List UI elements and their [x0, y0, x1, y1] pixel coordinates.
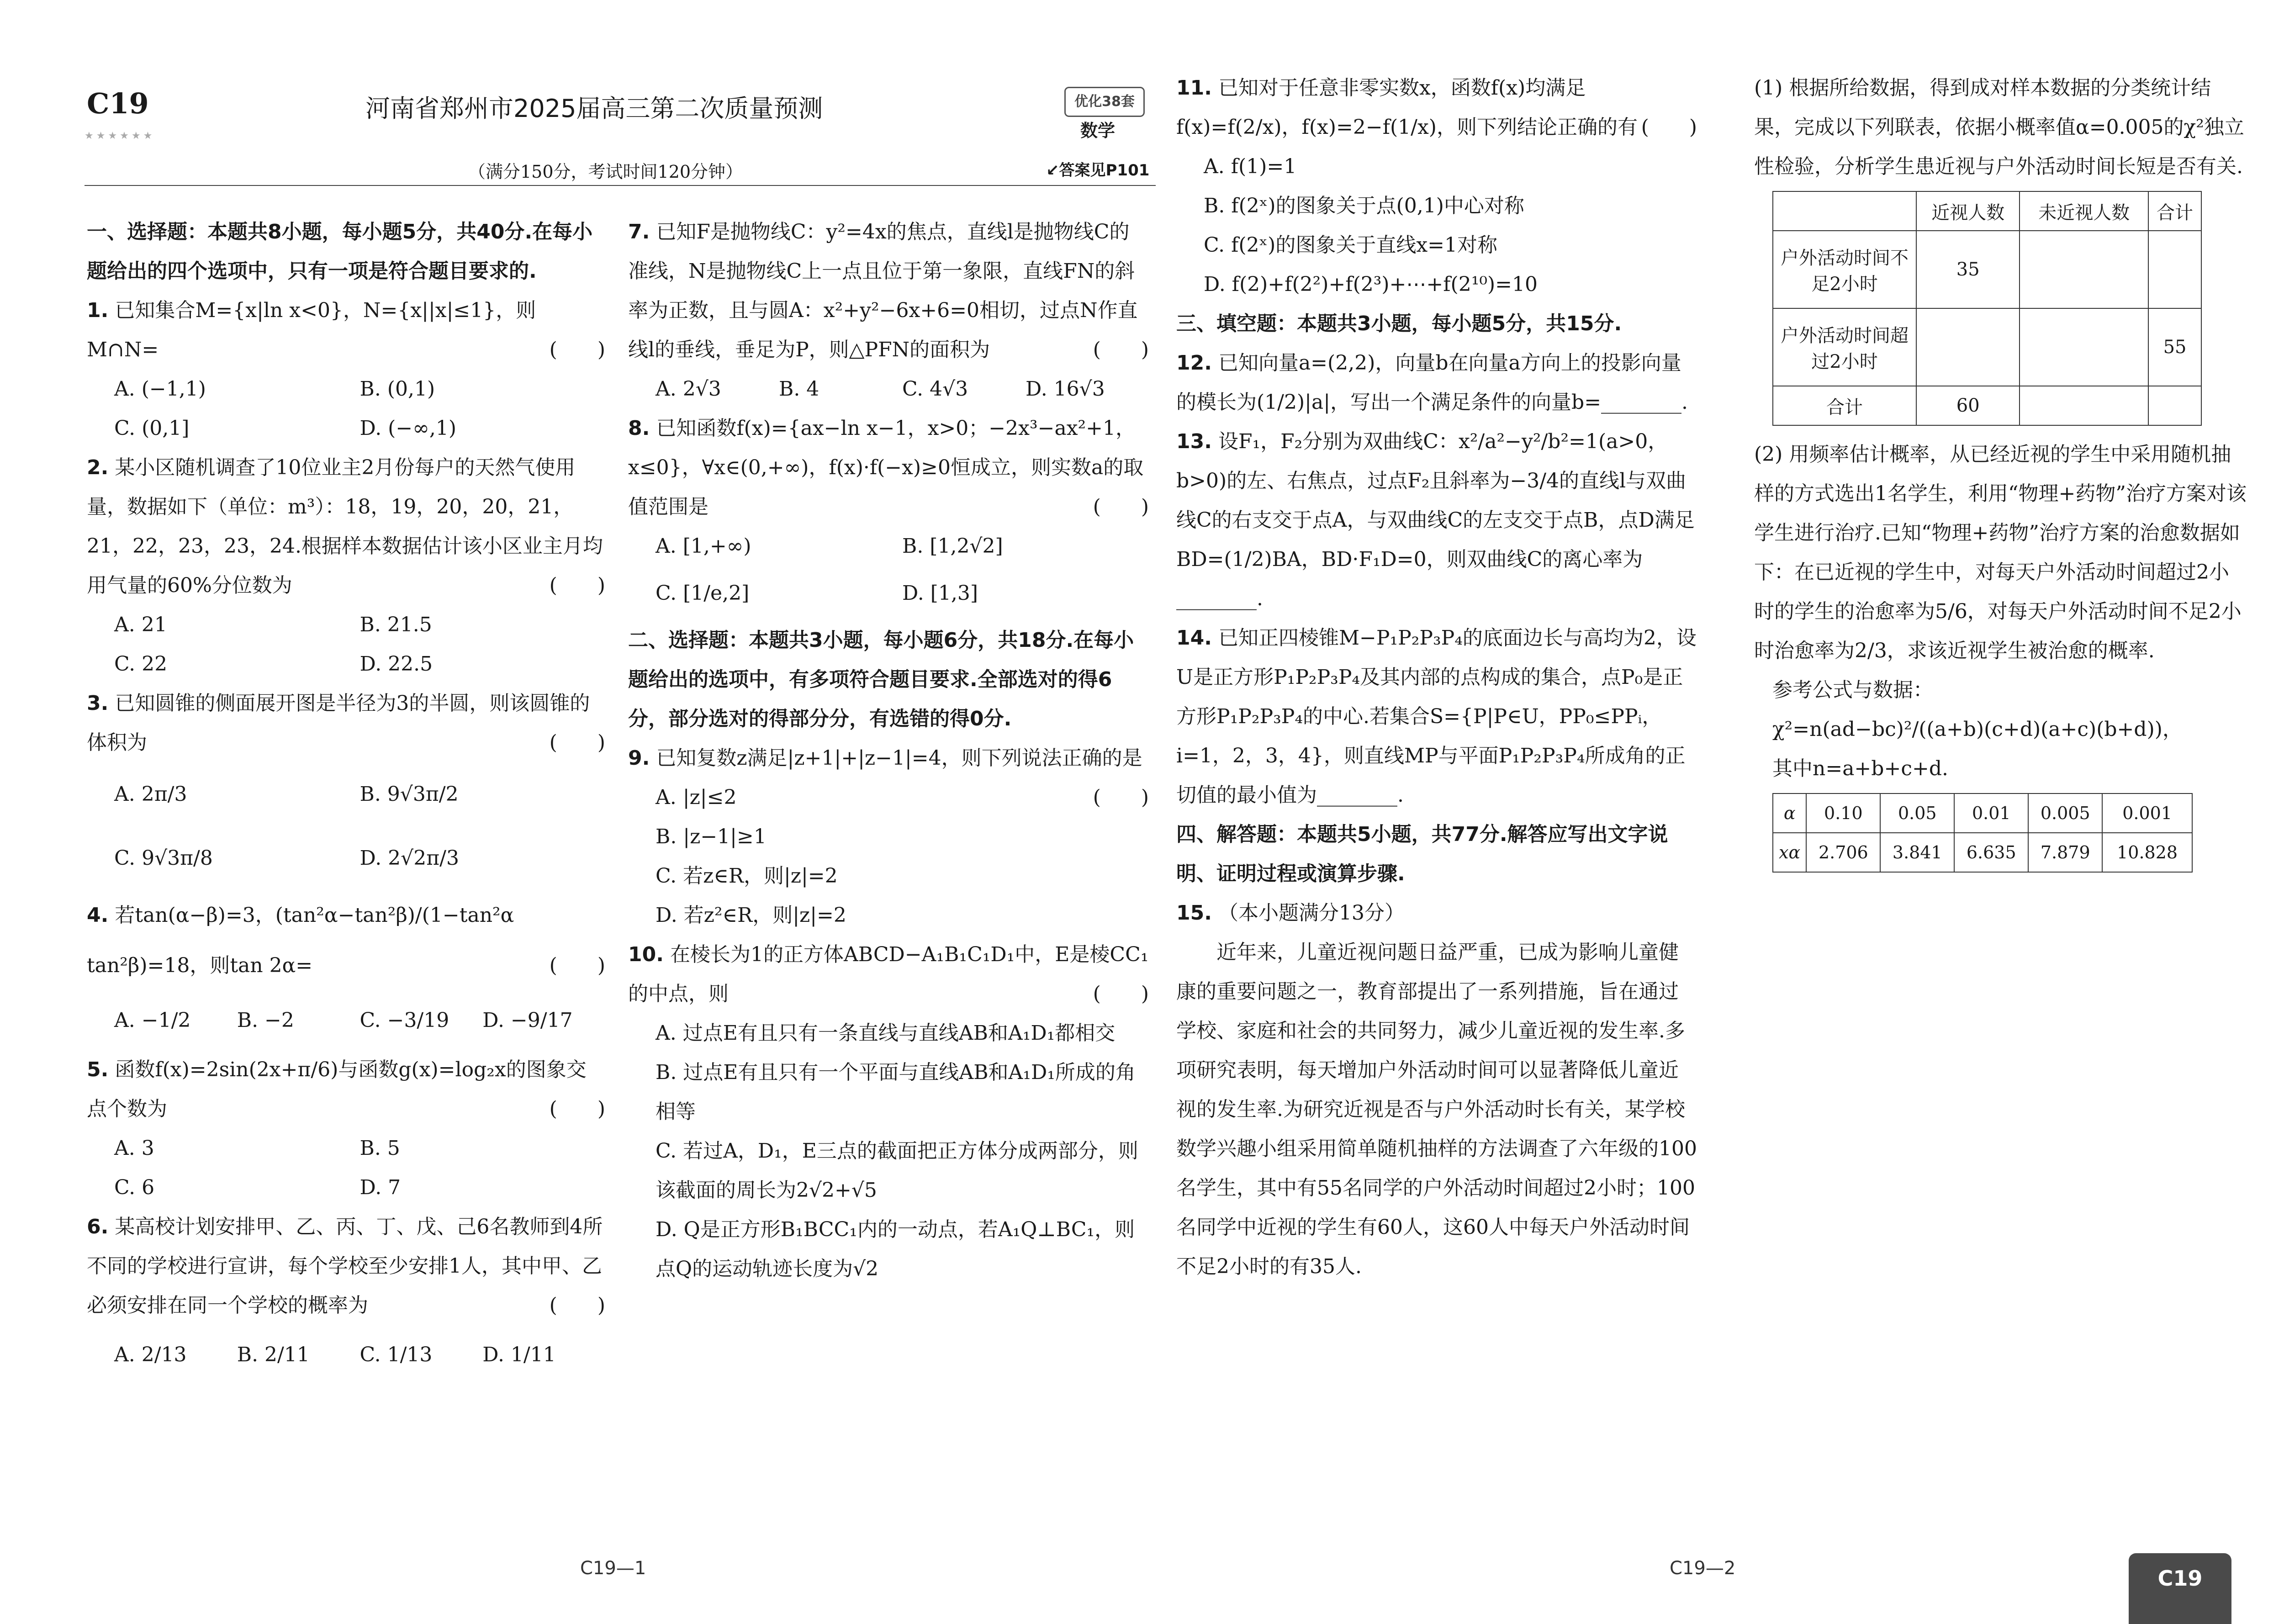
table-cell: α: [1773, 793, 1806, 833]
table-cell[interactable]: [2020, 308, 2148, 386]
table-header-cell: 未近视人数: [2020, 191, 2148, 231]
formula-note: 其中n=a+b+c+d.: [1772, 757, 1948, 780]
exam-meta: （满分150分，考试时间120分钟）: [468, 162, 743, 182]
answer-reference-text: 答案见P101: [1059, 161, 1150, 180]
option-d: D. Q是正方形B₁BCC₁内的一动点，若A₁Q⊥BC₁，则点Q的运动轨迹长度为√2: [656, 1218, 1135, 1280]
option-a: A. 过点E有且只有一条直线与直线AB和A₁D₁都相交: [656, 1021, 1116, 1045]
option-c: C. 22: [114, 652, 168, 676]
page-number-right: C19—2: [1670, 1558, 1736, 1579]
question-15-part2: (2) 用频率估计概率，从已经近视的学生中采用随机抽样的方式选出1名学生，利用“物理+药物”治疗方案对该学生进行治疗.已知“物理+药物”治疗方案的治愈数据如下：在已近视的学生中，对每天户外活动时间超过2小时的学生的治愈率为5/6，对每天户外活动时间不足2小时治愈率为2/3，求该近视学生被治愈的概率.: [1754, 443, 2247, 662]
question-stem: 在棱长为1的正方体ABCD−A₁B₁C₁D₁中，E是棱CC₁的中点，则: [628, 943, 1149, 1005]
question-stem: 设F₁，F₂分别为双曲线C：x²/a²−y²/b²=1(a>0，b>0)的左、右焦点，过点F₂且斜率为−3/4的直线l与双曲线C的右支交于点A，与双曲线C的左支交于点B，点D满足BD=(1/2)BA，BD·F₁D=0，则双曲线C的离心率为________.: [1176, 430, 1695, 610]
question-number: 2.: [87, 456, 109, 479]
question-number: 15.: [1176, 901, 1212, 925]
critical-value-table: [1772, 793, 2193, 873]
answer-blank[interactable]: ( ): [1093, 495, 1149, 518]
option-d: D. f(2)+f(2²)+f(2³)+⋯+f(2¹⁰)=10: [1204, 273, 1538, 296]
question-stem: 函数f(x)=2sin(2x+π/6)与函数g(x)=log₂x的图象交点个数为: [87, 1058, 587, 1121]
question-number: 14.: [1176, 626, 1212, 650]
table-cell: 0.10: [1806, 793, 1880, 833]
option-c: C. [1/e,2]: [656, 582, 750, 605]
question-stem: 已知正四棱锥M−P₁P₂P₃P₄的底面边长与高均为2，设U是正方形P₁P₂P₃P₄及其内部的点构成的集合，点P₀是正方形P₁P₂P₃P₄的中心.若集合S={P|P∈U，PP₀≤PPᵢ，i=1，2，3，4}，则直线MP与平面P₁P₂P₃P₄所成角的正切值的最小值为________.: [1176, 626, 1697, 807]
answer-blank[interactable]: ( ): [1641, 116, 1697, 139]
table-cell: 0.05: [1880, 793, 1954, 833]
table-cell[interactable]: [1916, 308, 2020, 386]
option-c: C. 6: [114, 1176, 155, 1199]
column-1: [87, 212, 605, 1385]
option-b: B. 4: [779, 377, 819, 401]
option-a: A. 2/13: [114, 1343, 187, 1366]
column-3: [1176, 69, 1697, 1286]
table-header-row: [1773, 191, 2201, 231]
header-code: C19: [87, 87, 149, 120]
answer-blank[interactable]: ( ): [549, 338, 605, 361]
table-cell: xα: [1773, 833, 1806, 872]
option-d: D. [1,3]: [902, 582, 978, 605]
question-number: 7.: [628, 220, 650, 243]
table-row: [1773, 231, 2201, 308]
question-stem: 已知F是抛物线C：y²=4x的焦点，直线l是抛物线C的准线，N是抛物线C上一点且位于第一象限，直线FN的斜率为正数，且与圆A：x²+y²−6x+6=0相切，过点N作直线l的垂线，垂足为P，则△PFN的面积为: [628, 220, 1138, 361]
q6-options: [87, 1325, 605, 1385]
option-b: B. [1,2√2]: [902, 534, 1003, 558]
answer-blank[interactable]: ( ): [549, 731, 605, 754]
option-c: C. f(2ˣ)的图象关于直线x=1对称: [1204, 233, 1498, 257]
brand-logo: 优化38套: [1064, 87, 1145, 117]
table-cell: 3.841: [1880, 833, 1954, 872]
table-cell: 2.706: [1806, 833, 1880, 872]
table-header-cell: 近视人数: [1916, 191, 2020, 231]
question-8: [628, 409, 1149, 527]
option-b: B. 过点E有且只有一个平面与直线AB和A₁D₁所成的角相等: [656, 1061, 1136, 1123]
answer-blank[interactable]: ( ): [549, 574, 605, 597]
question-stem: 已知复数z满足|z+1|+|z−1|=4，则下列说法正确的是: [656, 746, 1142, 770]
q4-options: [87, 991, 605, 1050]
table-cell: 7.879: [2028, 833, 2102, 872]
question-number: 6.: [87, 1215, 109, 1238]
question-number: 9.: [628, 746, 650, 770]
question-5: [87, 1050, 605, 1129]
q1-options: [87, 370, 605, 448]
question-13: [1176, 422, 1697, 619]
question-2: [87, 448, 605, 605]
table-cell: 10.828: [2102, 833, 2192, 872]
option-c: C. 9√3π/8: [114, 846, 213, 870]
alpha-row: [1773, 793, 2192, 833]
question-15-part1: (1) 根据所给数据，得到成对样本数据的分类统计结果，完成以下列联表，依据小概率值α=0.005的χ²独立性检验，分析学生患近视与户外活动时间长短是否有关.: [1754, 76, 2244, 178]
option-a: A. −1/2: [114, 1009, 191, 1032]
answer-blank[interactable]: ( ): [549, 1097, 605, 1121]
question-11: [1176, 69, 1697, 147]
chi-square-formula: χ²=n(ad−bc)²/((a+b)(c+d)(a+c)(b+d))，: [1772, 718, 2183, 741]
option-c: C. 若过A，D₁，E三点的截面把正方体分成两部分，则该截面的周长为2√2+√5: [656, 1139, 1138, 1202]
question-10: [628, 935, 1149, 1014]
question-number: 10.: [628, 943, 664, 966]
table-row: [1773, 386, 2201, 425]
option-c: C. 4√3: [902, 377, 968, 401]
q11-options: [1176, 147, 1697, 304]
question-3: [87, 684, 605, 762]
answer-blank[interactable]: ( ): [549, 1294, 605, 1317]
question-stem: 已知集合M={x|ln x<0}，N={x||x|≤1}，则M∩N=: [87, 299, 536, 361]
answer-blank[interactable]: ( ): [1093, 982, 1149, 1005]
answer-blank[interactable]: ( ): [1093, 786, 1149, 809]
question-number: 5.: [87, 1058, 109, 1081]
question-number: 4.: [87, 904, 109, 927]
column-2: [628, 212, 1149, 1289]
table-cell[interactable]: [2148, 231, 2201, 308]
table-row-label: 合计: [1773, 386, 1916, 425]
question-stem: 某高校计划安排甲、乙、丙、丁、戊、己6名教师到4所不同的学校进行宣讲，每个学校至少安排1人，其中甲、乙必须安排在同一个学校的概率为: [87, 1215, 603, 1317]
option-c: C. (0,1]: [114, 417, 190, 440]
table-row: [1773, 308, 2201, 386]
question-14: [1176, 619, 1697, 815]
answer-blank[interactable]: ( ): [1093, 338, 1149, 361]
q8-options: [628, 527, 1149, 621]
question-stem: 已知函数f(x)={ax−ln x−1，x>0；−2x³−ax²+1，x≤0}，∀x∈(0,+∞)，f(x)·f(−x)≥0恒成立，则实数a的取值范围是: [628, 417, 1144, 518]
option-a: A. 2√3: [656, 377, 721, 401]
table-cell: 35: [1916, 231, 2020, 308]
header-stars-decoration: ★★★★★★: [85, 130, 155, 142]
table-cell: 0.005: [2028, 793, 2102, 833]
answer-blank[interactable]: ( ): [549, 954, 605, 977]
question-number: 13.: [1176, 430, 1212, 453]
option-b: B. 5: [360, 1137, 400, 1160]
option-b: B. −2: [237, 1009, 294, 1032]
option-b: B. |z−1|≥1: [656, 825, 767, 848]
option-a: A. (−1,1): [114, 377, 206, 401]
section3-heading: 三、填空题：本题共3小题，每小题5分，共15分.: [1176, 312, 1622, 335]
table-row-label: 户外活动时间不足2小时: [1773, 231, 1916, 308]
q5-options: [87, 1129, 605, 1207]
option-a: A. 2π/3: [114, 783, 187, 806]
section2-heading: 二、选择题：本题共3小题，每小题6分，共18分.在每小题给出的选项中，有多项符合题目要求.全部选对的得6分，部分选对的得部分分，有选错的得0分.: [628, 629, 1134, 730]
option-d: D. 1/11: [482, 1343, 556, 1366]
header-rule: [85, 185, 1156, 186]
table-cell[interactable]: [2148, 386, 2201, 425]
table-cell: 55: [2148, 308, 2201, 386]
option-c: C. 1/13: [360, 1343, 433, 1366]
option-d: D. 2√2π/3: [360, 846, 459, 870]
question-4: [87, 890, 605, 991]
table-cell[interactable]: [2020, 386, 2148, 425]
question-stem: 已知向量a=(2,2)，向量b在向量a方向上的投影向量的模长为(1/2)|a|，写出一个满足条件的向量b=________.: [1176, 351, 1688, 414]
section4-heading: 四、解答题：本题共5小题，共77分.解答应写出文字说明、证明过程或演算步骤.: [1176, 823, 1668, 885]
question-12: [1176, 344, 1697, 422]
question-6: [87, 1207, 605, 1325]
option-d: D. 22.5: [360, 652, 433, 676]
question-stem: 已知圆锥的侧面展开图是半径为3的半圆，则该圆锥的体积为: [87, 692, 590, 754]
corner-tab: C19: [2129, 1553, 2231, 1624]
option-a: A. f(1)=1: [1204, 155, 1297, 178]
table-row-label: 户外活动时间超过2小时: [1773, 308, 1916, 386]
q10-options: [628, 1014, 1149, 1289]
option-b: B. (0,1): [360, 377, 435, 401]
question-number: 11.: [1176, 76, 1212, 100]
answer-reference: [1046, 158, 1149, 180]
option-a: A. 3: [114, 1137, 154, 1160]
option-d: D. 16√3: [1026, 377, 1105, 401]
page-number-left: C19—1: [580, 1558, 646, 1579]
question-15-header: [1176, 894, 1697, 933]
table-cell: 6.635: [1954, 833, 2028, 872]
option-b: B. 9√3π/2: [360, 783, 459, 806]
contingency-table: [1772, 191, 2202, 426]
table-cell[interactable]: [2020, 231, 2148, 308]
critical-value-row: [1773, 833, 2192, 872]
question-7: [628, 212, 1149, 370]
option-a: A. [1,+∞): [656, 534, 751, 558]
question-1: [87, 291, 605, 370]
option-d: D. (−∞,1): [360, 417, 457, 440]
table-cell: 0.01: [1954, 793, 2028, 833]
option-b: B. 2/11: [237, 1343, 310, 1366]
option-a: A. |z|≤2: [656, 786, 737, 809]
question-stem: 若tan(α−β)=3，(tan²α−tan²β)/(1−tan²α tan²β)=18，则tan 2α=: [87, 904, 514, 977]
option-b: B. f(2ˣ)的图象关于点(0,1)中心对称: [1204, 194, 1524, 217]
q3-options: [87, 762, 605, 890]
table-cell: 60: [1916, 386, 2020, 425]
question-stem: 已知对于任意非零实数x，函数f(x)均满足f(x)=f(2/x)，f(x)=2−f(1/x)，则下列结论正确的有: [1176, 76, 1638, 139]
option-d: D. −9/17: [482, 1009, 573, 1032]
option-c: C. 若z∈R，则|z|=2: [656, 864, 838, 888]
column-4: [1754, 69, 2247, 873]
pointer-icon: ↙: [1046, 161, 1059, 180]
table-header-cell: 合计: [2148, 191, 2201, 231]
question-number: 12.: [1176, 351, 1212, 375]
question-number: 1.: [87, 299, 109, 322]
page-title: 河南省郑州市2025届高三第二次质量预测: [365, 94, 823, 123]
option-a: A. 21: [114, 613, 167, 636]
table-cell: 0.001: [2102, 793, 2192, 833]
option-d: D. 若z²∈R，则|z|=2: [656, 904, 846, 927]
option-b: B. 21.5: [360, 613, 432, 636]
question-stem: 某小区随机调查了10位业主2月份每户的天然气使用量，数据如下（单位：m³）：18，19，20，20，21，21，22，23，23，24.根据样本数据估计该小区业主月均用气量的60%分位数为: [87, 456, 603, 597]
q2-options: [87, 605, 605, 684]
subject-label: 数学: [1080, 121, 1116, 141]
option-c: C. −3/19: [360, 1009, 449, 1032]
question-score: （本小题满分13分）: [1218, 901, 1405, 925]
reference-label: 参考公式与数据：: [1772, 678, 1933, 702]
option-d: D. 7: [360, 1176, 401, 1199]
q7-options: [628, 370, 1149, 409]
q9-options: [628, 778, 1149, 935]
section1-heading: 一、选择题：本题共8小题，每小题5分，共40分.在每小题给出的四个选项中，只有一项是符合题目要求的.: [87, 220, 593, 283]
table-header-cell: [1773, 191, 1916, 231]
question-number: 3.: [87, 692, 109, 715]
question-number: 8.: [628, 417, 650, 440]
question-15-body: 近年来，儿童近视问题日益严重，已成为影响儿童健康的重要问题之一，教育部提出了一系列措施，旨在通过学校、家庭和社会的共同努力，减少儿童近视的发生率.多项研究表明，每天增加户外活动时间可以显著降低儿童近视的发生率.为研究近视是否与户外活动时长有关，某学校数学兴趣小组采用简单随机抽样的方法调查了六年级的100名学生，其中有55名同学的户外活动时间超过2小时；100名同学中近视的学生有60人，这60人中每天户外活动时间不足2小时的有35人.: [1176, 941, 1697, 1278]
